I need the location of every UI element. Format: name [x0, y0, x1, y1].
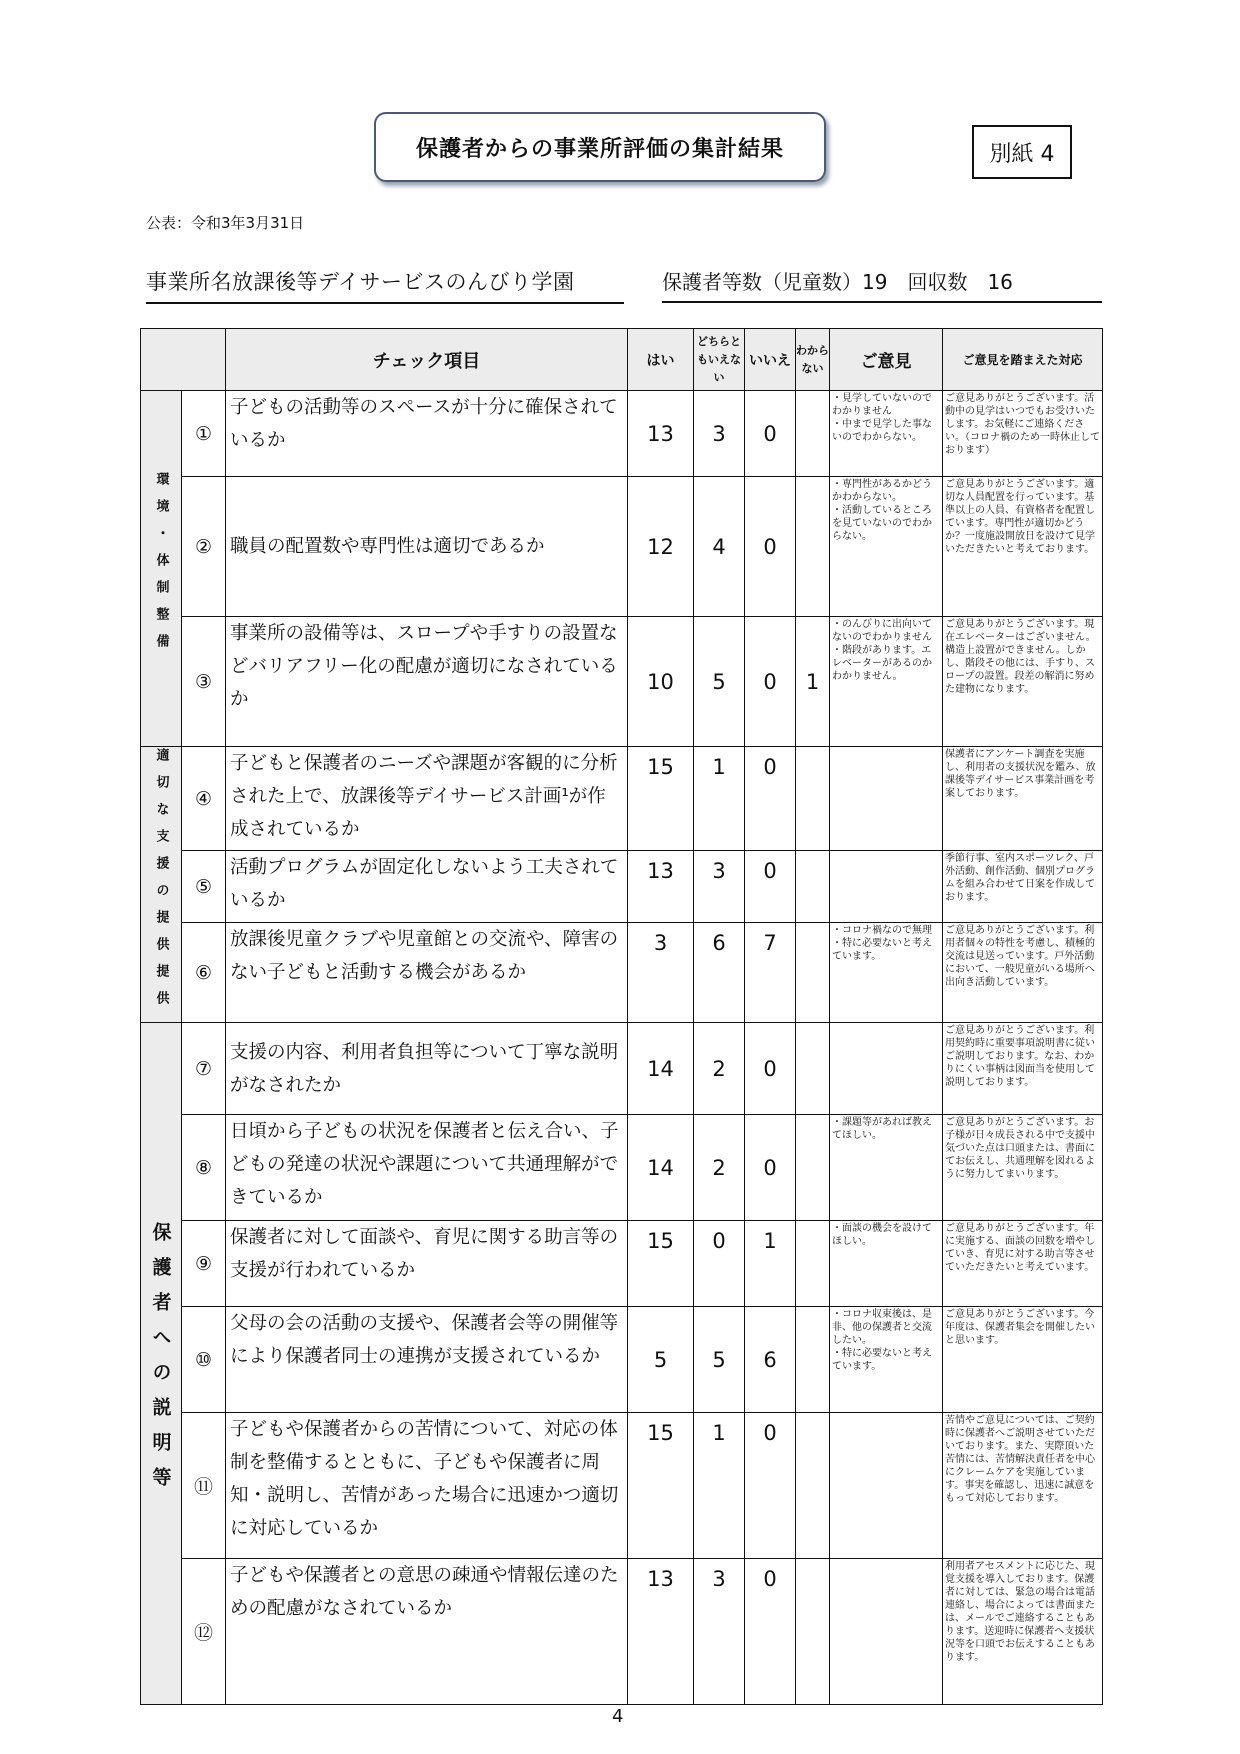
unknown-count	[796, 477, 830, 617]
no-count: 0	[745, 747, 796, 851]
header-response: ご意見を踏まえた対応	[943, 329, 1103, 391]
response-text: 利用者アセスメントに応じた、現覚支援を導入しております。保護者に対しては、緊急の場合は電話連絡し、場合によっては書面または、メールでご連絡することもあります。送迎時に保護者へ支援状況等を口頭でお伝えすることもあります。	[943, 1559, 1103, 1705]
unknown-count	[796, 1115, 830, 1221]
no-count: 0	[745, 1559, 796, 1705]
no-count: 0	[745, 1115, 796, 1221]
opinion-text	[830, 1413, 943, 1559]
response-text: 季節行事、室内スポーツレク、戸外活動、創作活動、個別プログラムを組み合わせて日案を作成しております。	[943, 851, 1103, 923]
response-text: ご意見ありがとうございます。利用者個々の特性を考慮し、積極的交流は見送っています。戸外活動において、一般児童がいる場所へ出向き活動しています。	[943, 923, 1103, 1023]
yes-count: 10	[628, 617, 694, 747]
table-row	[141, 477, 1103, 617]
opinion-text: ・のんびりに出向いてないのでわかりません ・階段があります。エレベーターがあるのかわかりません。	[830, 617, 943, 747]
response-text: ご意見ありがとうございます。活動中の見学はいつでもお受けいたします。お気軽にご連絡ください。（コロナ禍のため一時休止しております）	[943, 391, 1103, 477]
unknown-count	[796, 1307, 830, 1413]
neither-count: 3	[694, 851, 745, 923]
table-row	[141, 1023, 1103, 1115]
unknown-count	[796, 851, 830, 923]
header-no: いいえ	[745, 329, 796, 391]
row-number: ⑦	[182, 1023, 226, 1115]
neither-count: 0	[694, 1221, 745, 1307]
publish-date: 公表：令和3年3月31日	[146, 214, 305, 232]
header-check-item: チェック項目	[226, 329, 628, 391]
yes-count: 13	[628, 391, 694, 477]
response-text: 苦情やご意見については、ご契約時に保護者へご説明させていただいております。また、実際頂いた苦情には、苦情解決責任者を中心にクレームケアを実施しています。事実を確認し、迅速に誠意をもって対応しております。	[943, 1413, 1103, 1559]
yes-count: 13	[628, 1559, 694, 1705]
opinion-text: ・専門性があるかどうかわからない。 ・活動しているところを見ていないのでわからない。	[830, 477, 943, 617]
facility-name: 事業所名放課後等デイサービスのんびり学園	[146, 266, 624, 304]
respondent-counts: 保護者等数（児童数）19 回収数 16	[662, 266, 1102, 303]
check-item-text: 子どもと保護者のニーズや課題が客観的に分析された上で、放課後等デイサービス計画¹が作成されているか	[226, 747, 628, 851]
neither-count: 6	[694, 923, 745, 1023]
check-item-text: 保護者に対して面談や、育児に関する助言等の支援が行われているか	[226, 1221, 628, 1307]
no-count: 0	[745, 1023, 796, 1115]
table-row	[141, 617, 1103, 747]
page-number: 4	[612, 1706, 624, 1727]
no-count: 0	[745, 617, 796, 747]
row-number: ①	[182, 391, 226, 477]
opinion-text: ・コロナ禍なので無理 ・特に必要ないと考えています。	[830, 923, 943, 1023]
table-row	[141, 1115, 1103, 1221]
neither-count: 5	[694, 1307, 745, 1413]
opinion-text	[830, 851, 943, 923]
table-row	[141, 1221, 1103, 1307]
opinion-text: ・コロナ収束後は、是非、他の保護者と交流したい。 ・特に必要ないと考えています。	[830, 1307, 943, 1413]
no-count: 7	[745, 923, 796, 1023]
unknown-count	[796, 1559, 830, 1705]
neither-count: 2	[694, 1023, 745, 1115]
unknown-count	[796, 1023, 830, 1115]
document-title: 保護者からの事業所評価の集計結果	[374, 112, 826, 182]
yes-count: 15	[628, 1221, 694, 1307]
table-row	[141, 391, 1103, 477]
response-text: ご意見ありがとうございます。今年度は、保護者集会を開催したいと思います。	[943, 1307, 1103, 1413]
no-count: 6	[745, 1307, 796, 1413]
opinion-text	[830, 1559, 943, 1705]
no-count: 0	[745, 1413, 796, 1559]
row-number: ③	[182, 617, 226, 747]
check-item-text: 職員の配置数や専門性は適切であるか	[226, 477, 628, 617]
table-row	[141, 923, 1103, 1023]
yes-count: 15	[628, 1413, 694, 1559]
neither-count: 3	[694, 1559, 745, 1705]
evaluation-table	[140, 328, 1103, 1705]
neither-count: 3	[694, 391, 745, 477]
unknown-count	[796, 1413, 830, 1559]
no-count: 0	[745, 477, 796, 617]
category-parents: 保護者への説明等	[141, 1023, 182, 1705]
category-support: 適切な支援の提供提供	[141, 747, 182, 1023]
yes-count: 15	[628, 747, 694, 851]
yes-count: 12	[628, 477, 694, 617]
table-row	[141, 1559, 1103, 1705]
check-item-text: 日頃から子どもの状況を保護者と伝え合い、子どもの発達の状況や課題について共通理解ができているか	[226, 1115, 628, 1221]
row-number: ⑪	[182, 1413, 226, 1559]
check-item-text: 子どもの活動等のスペースが十分に確保されているか	[226, 391, 628, 477]
check-item-text: 父母の会の活動の支援や、保護者会等の開催等により保護者同士の連携が支援されているか	[226, 1307, 628, 1413]
check-item-text: 放課後児童クラブや児童館との交流や、障害のない子どもと活動する機会があるか	[226, 923, 628, 1023]
row-number: ④	[182, 747, 226, 851]
response-text: ご意見ありがとうございます。利用契約時に重要事項説明書に従いご説明しております。なお、わかりにくい事柄は図面当を使用して説明しております。	[943, 1023, 1103, 1115]
unknown-count: 1	[796, 617, 830, 747]
unknown-count	[796, 391, 830, 477]
table-row	[141, 851, 1103, 923]
header-blank	[141, 329, 226, 391]
unknown-count	[796, 747, 830, 851]
header-unknown: わからない	[796, 329, 830, 391]
row-number: ⑫	[182, 1559, 226, 1705]
response-text: ご意見ありがとうございます。年に実施する、面談の回数を増やしていき、育児に対する助言等させていただきたいと考えています。	[943, 1221, 1103, 1307]
row-number: ⑥	[182, 923, 226, 1023]
header-yes: はい	[628, 329, 694, 391]
opinion-text: ・課題等があれば教えてほしい。	[830, 1115, 943, 1221]
category-environment: 環境・体制整備	[141, 391, 182, 747]
neither-count: 4	[694, 477, 745, 617]
response-text: ご意見ありがとうございます。お子様が日々成長される中で支援中気づいた点は口頭または、書面にてお伝えし、共通理解を図れるように努力してまいります。	[943, 1115, 1103, 1221]
yes-count: 14	[628, 1023, 694, 1115]
no-count: 0	[745, 391, 796, 477]
response-text: 保護者にアンケート調査を実施し、利用者の支援状況を鑑み、放課後等デイサービス事業計画を考案しております。	[943, 747, 1103, 851]
opinion-text	[830, 1023, 943, 1115]
yes-count: 14	[628, 1115, 694, 1221]
row-number: ⑨	[182, 1221, 226, 1307]
attachment-label: 別紙 4	[972, 125, 1072, 179]
table-row	[141, 1413, 1103, 1559]
row-number: ⑩	[182, 1307, 226, 1413]
yes-count: 13	[628, 851, 694, 923]
response-text: ご意見ありがとうございます。適切な人員配置を行っています。基準以上の人員、有資格者を配置しています。専門性が適切かどうか？一度施設開放日を設けて見学いただきたいと考えております。	[943, 477, 1103, 617]
neither-count: 1	[694, 1413, 745, 1559]
unknown-count	[796, 1221, 830, 1307]
header-row	[141, 329, 1103, 391]
no-count: 0	[745, 851, 796, 923]
opinion-text	[830, 747, 943, 851]
yes-count: 3	[628, 923, 694, 1023]
neither-count: 1	[694, 747, 745, 851]
neither-count: 2	[694, 1115, 745, 1221]
check-item-text: 子どもや保護者からの苦情について、対応の体制を整備するとともに、子どもや保護者に周知・説明し、苦情があった場合に迅速かつ適切に対応しているか	[226, 1413, 628, 1559]
row-number: ⑧	[182, 1115, 226, 1221]
check-item-text: 子どもや保護者との意思の疎通や情報伝達のための配慮がなされているか	[226, 1559, 628, 1705]
no-count: 1	[745, 1221, 796, 1307]
opinion-text: ・見学していないのでわかりません ・中まで見学した事ないのでわからない。	[830, 391, 943, 477]
yes-count: 5	[628, 1307, 694, 1413]
header-neither: どちらともいえない	[694, 329, 745, 391]
table-row	[141, 1307, 1103, 1413]
table-row	[141, 747, 1103, 851]
row-number: ⑤	[182, 851, 226, 923]
unknown-count	[796, 923, 830, 1023]
row-number: ②	[182, 477, 226, 617]
opinion-text: ・面談の機会を設けてほしい。	[830, 1221, 943, 1307]
check-item-text: 活動プログラムが固定化しないよう工夫されているか	[226, 851, 628, 923]
neither-count: 5	[694, 617, 745, 747]
header-opinion: ご意見	[830, 329, 943, 391]
check-item-text: 支援の内容、利用者負担等について丁寧な説明がなされたか	[226, 1023, 628, 1115]
check-item-text: 事業所の設備等は、スロープや手すりの設置などバリアフリー化の配慮が適切になされているか	[226, 617, 628, 747]
response-text: ご意見ありがとうございます。現在エレベーターはございません。構造上設置ができません。しかし、階段その他には、手すり、スロープの設置。段差の解消に努めた建物になります。	[943, 617, 1103, 747]
